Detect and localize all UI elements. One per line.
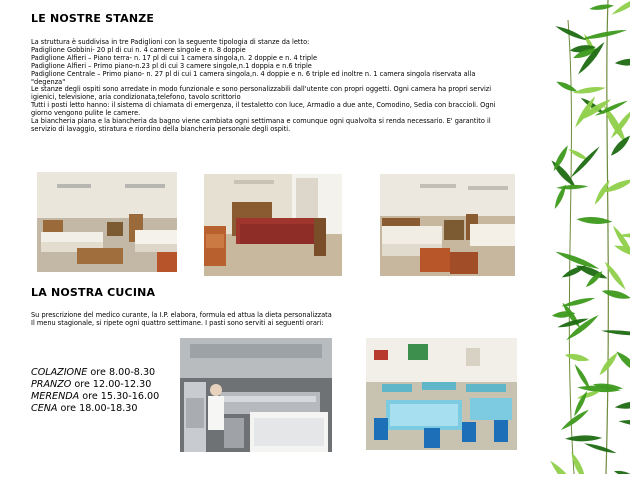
bamboo-leaf	[576, 216, 612, 225]
meal-name: COLAZIONE	[31, 367, 88, 378]
room-photo-1	[37, 172, 177, 272]
rooms-line: La biancheria piana e la biancheria da bagno viene cambiata ogni settimana e comunque ogni qualvolta si renda necessario. E' garantito il servizio di lavaggio, stiratura e riordino della biancheria personale degli ospiti.	[31, 117, 491, 133]
kitchen-line: Su prescrizione del medico curante, la I.P. elabora, formula ed attua la dieta personalizzata	[31, 311, 332, 319]
bamboo-leaf	[613, 469, 630, 474]
bamboo-leaf	[614, 399, 630, 410]
bamboo-leaf	[593, 179, 612, 206]
bamboo-leaf	[603, 260, 628, 291]
dining-photo	[366, 338, 517, 450]
meal-hours	[31, 367, 159, 415]
kitchen-text	[31, 312, 508, 328]
bamboo-leaf	[611, 224, 630, 260]
bamboo-leaf	[565, 435, 602, 442]
rooms-line: Le stanze degli ospiti sono arredate in modo funzionale e sono personalizzabili dall'utente con propri oggetti. Ogni camera ha propri servizi igienici, televisione, aria condizionata,telefono, tavolo scrittorio	[31, 85, 492, 102]
rooms-line: Padiglione Centrale – Primo piano- n. 27 pl di cui 1 camera singola,n. 4 doppie e n. 6 triple ed inoltre n. 1 camera singola riservata alla "degenza"	[31, 69, 476, 86]
bamboo-leaf	[597, 351, 620, 377]
rooms-line: Padiglione Alfieri – Primo piano-n.23 pl di cui 3 camere singole,n.1 doppia e n.6 triple	[31, 61, 312, 70]
bamboo-leaf	[618, 418, 630, 428]
rooms-heading: LE NOSTRE STANZE	[31, 12, 155, 25]
bamboo-leaf	[569, 145, 601, 179]
rooms-line: La struttura è suddivisa in tre Padiglioni con la seguente tipologia di stanze da letto:	[31, 38, 310, 46]
meal-name: MERENDA	[31, 390, 80, 402]
bamboo-decoration	[538, 0, 630, 474]
kitchen-line: Il menu stagionale, si ripete ogni quattro settimane. I pasti sono serviti ai seguenti orari:	[31, 318, 324, 327]
meal-name: PRANZO	[31, 378, 72, 390]
rooms-line: Padiglione Gobbini- 20 pl di cui n. 4 camere singole e n. 8 doppie	[31, 45, 246, 54]
meal-hours-row	[31, 391, 159, 403]
bamboo-leaf	[601, 329, 630, 337]
kitchen-photo	[180, 338, 332, 452]
rooms-text	[31, 39, 508, 134]
rooms-line: Tutti i posti letto hanno: il sistema di chiamata di emergenza, il testaletto con luce, Armadio a due ante, Comodino, Sedia con braccioli. Ogni giorno vengono pulite le camere.	[31, 101, 496, 118]
meal-hours-row	[31, 403, 159, 415]
bamboo-leaf	[584, 441, 618, 455]
meal-hours-row	[31, 379, 159, 391]
meal-time: ore 8.00-8.30	[87, 367, 156, 378]
bamboo-leaf	[614, 349, 630, 376]
room-photo-2	[204, 174, 342, 276]
bamboo-leaf	[554, 24, 588, 43]
room-photo-3	[380, 174, 515, 276]
bamboo-leaf	[556, 184, 589, 190]
kitchen-heading: LA NOSTRA CUCINA	[31, 286, 156, 299]
bamboo-leaf	[560, 408, 591, 432]
rooms-line: Padiglione Alfieri – Piano terra- n. 17 pl di cui 1 camera singola,n. 2 doppie e n. 4 triple	[31, 53, 318, 62]
bamboo-leaf	[589, 3, 614, 11]
bamboo-leaf	[601, 288, 630, 302]
meal-time: ore 15.30-16.00	[79, 390, 160, 402]
bamboo-leaf	[610, 0, 630, 17]
meal-time: ore 12.00-12.30	[71, 378, 152, 390]
meal-time: ore 18.00-18.30	[57, 402, 138, 414]
bamboo-leaf	[564, 352, 590, 363]
bamboo-leaf	[572, 85, 606, 95]
bamboo-leaf	[615, 58, 630, 67]
bamboo-leaf	[569, 451, 589, 474]
meal-hours-row	[31, 367, 159, 379]
meal-name: CENA	[31, 402, 58, 414]
